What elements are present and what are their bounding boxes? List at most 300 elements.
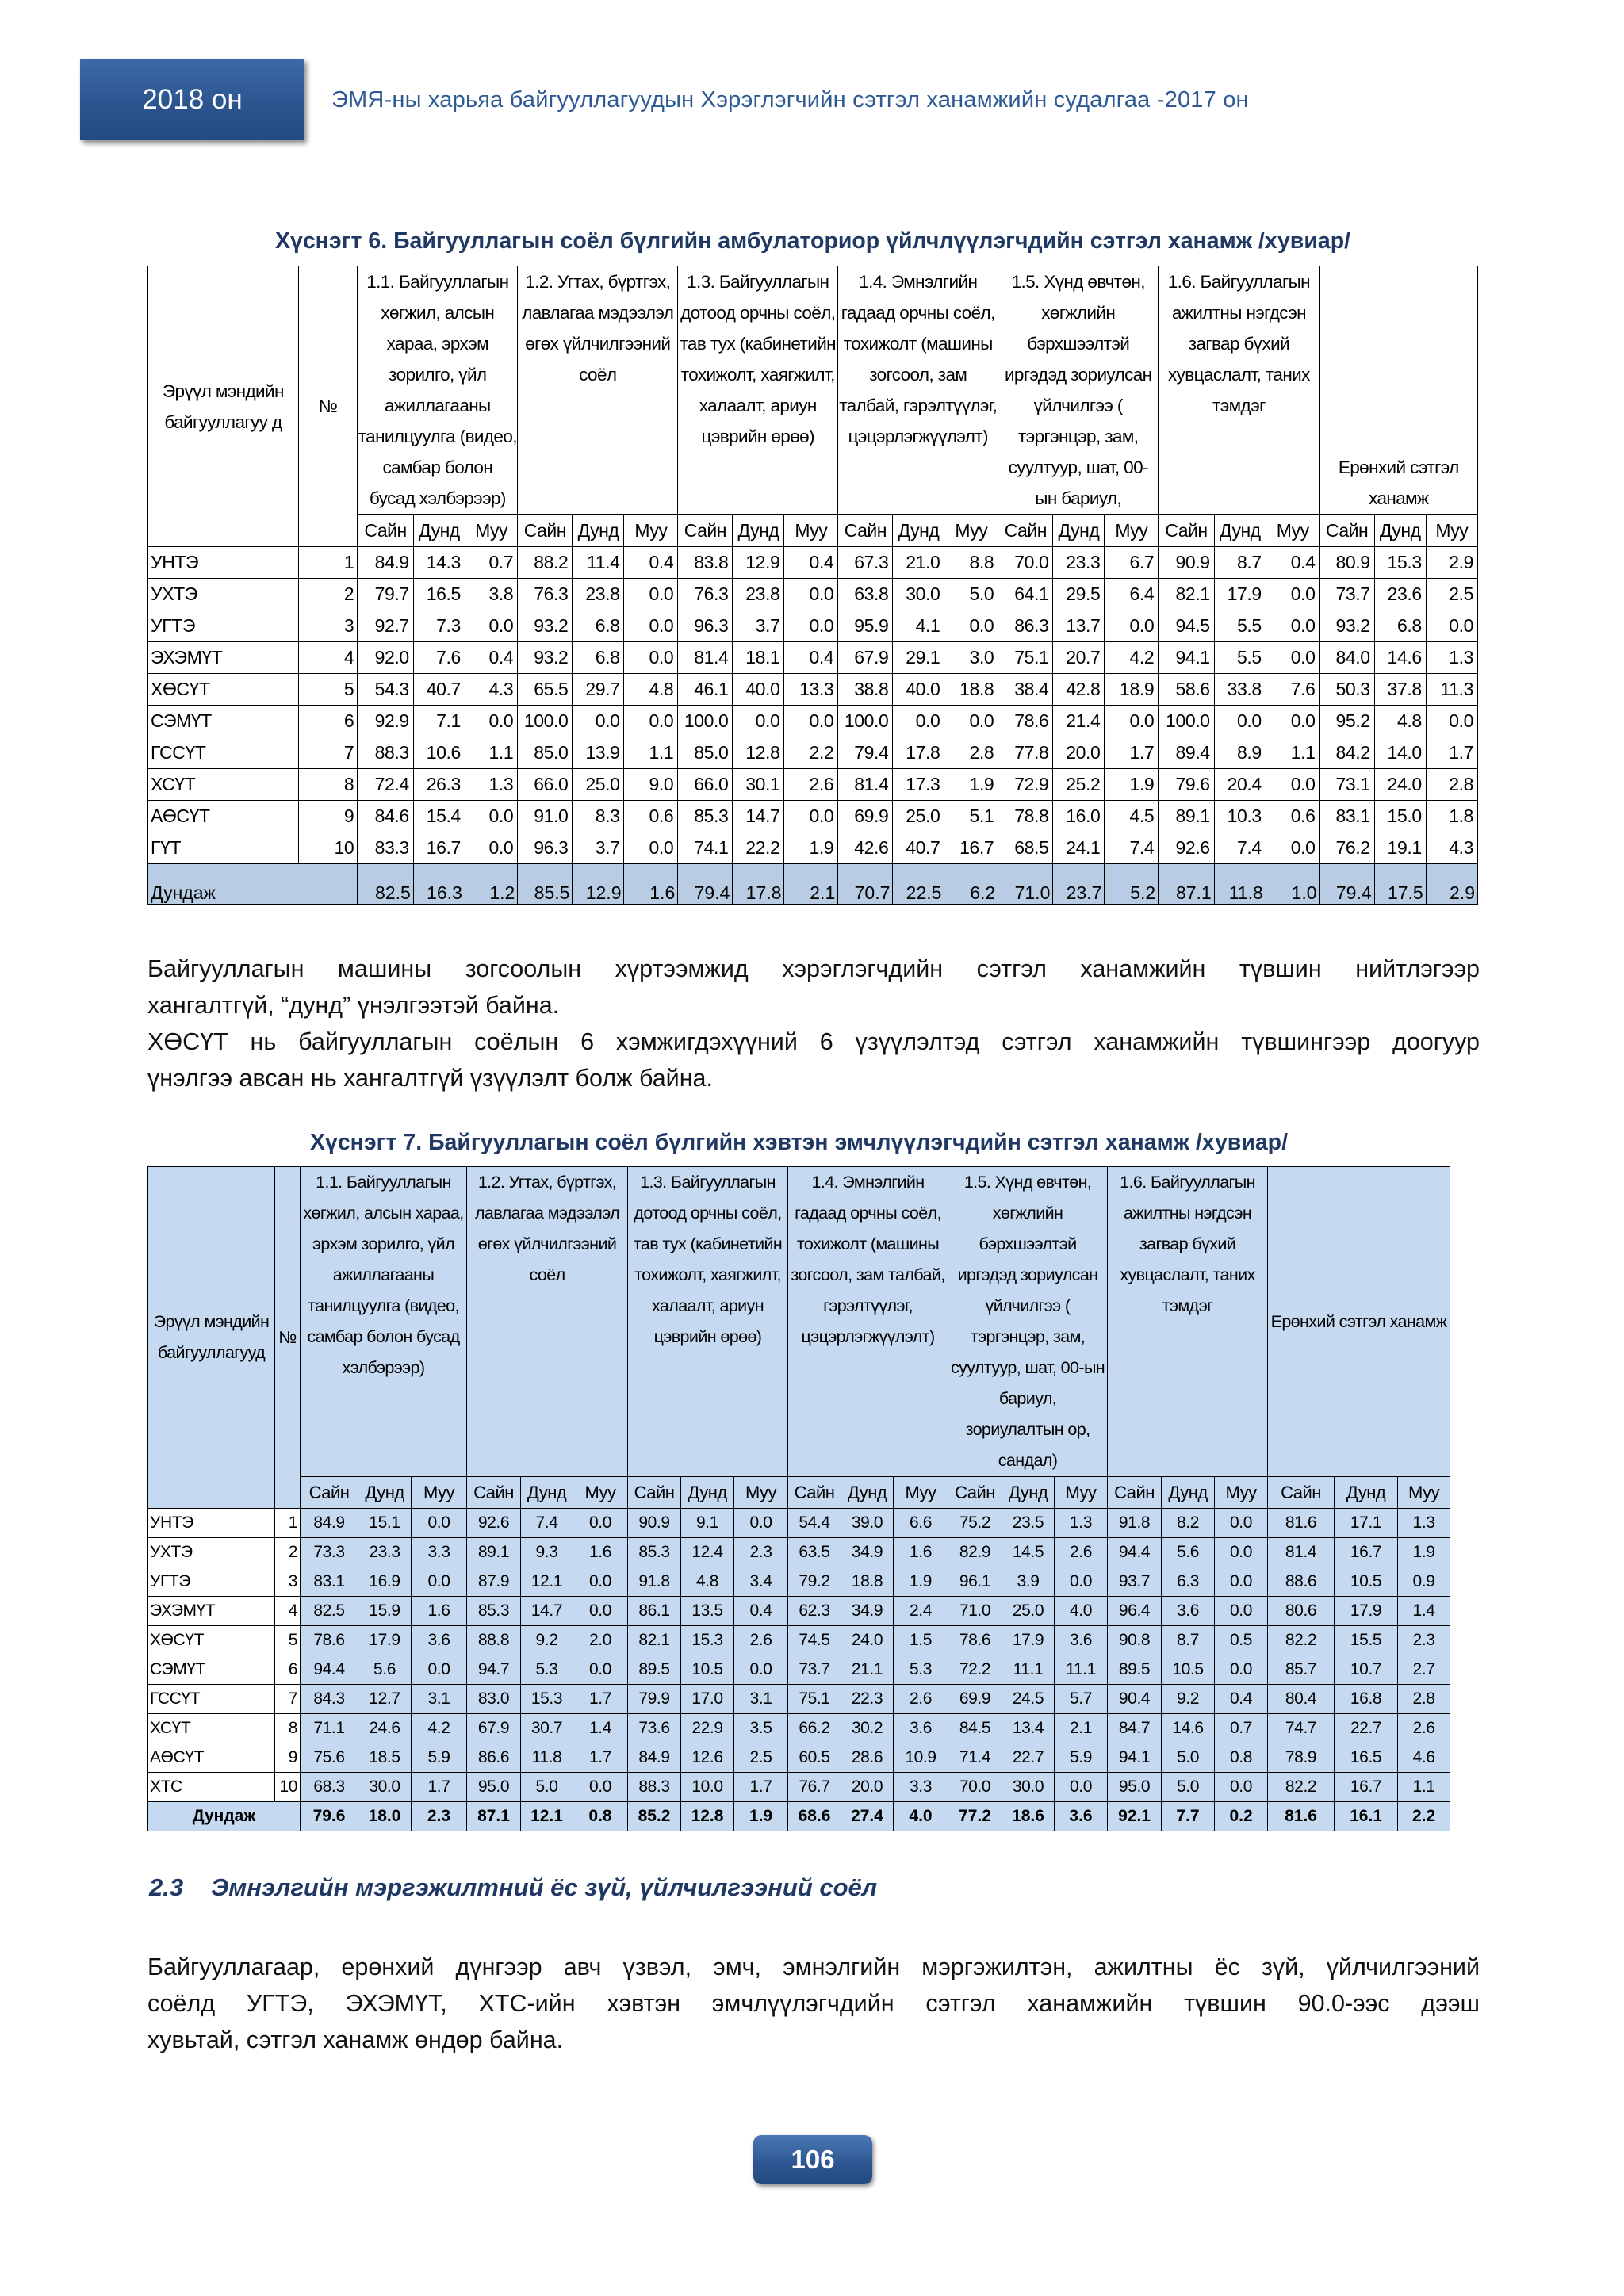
cell-value: 84.9 (358, 547, 413, 579)
cell-value: 93.7 (1108, 1567, 1162, 1597)
cell-value: 1.9 (944, 769, 998, 801)
cell-value: 17.8 (893, 737, 944, 769)
cell-value: 95.0 (1108, 1773, 1162, 1802)
paragraph-2 (147, 1949, 1480, 2058)
average-value: 1.6 (624, 864, 678, 905)
table-row (148, 1538, 1450, 1567)
org-name: УХТЭ (148, 1538, 275, 1567)
average-value: 22.5 (893, 864, 944, 905)
header-org: Эрүүл мэндийн байгууллагууд (148, 1167, 275, 1509)
table1 (147, 266, 1478, 905)
section-heading (149, 1873, 877, 1902)
table-row (148, 1509, 1450, 1538)
table2 (147, 1166, 1450, 1831)
average-row (148, 1802, 1450, 1831)
cell-value: 3.6 (1162, 1597, 1215, 1626)
cell-value: 30.0 (1002, 1773, 1055, 1802)
subheader-сайн: Сайн (1320, 515, 1374, 547)
cell-value: 1.9 (784, 832, 838, 864)
cell-value: 14.0 (1374, 737, 1426, 769)
row-number: 2 (275, 1538, 301, 1567)
cell-value: 5.3 (894, 1655, 948, 1685)
cell-value: 73.1 (1320, 769, 1374, 801)
average-value: 4.0 (894, 1802, 948, 1831)
average-value: 16.3 (413, 864, 465, 905)
cell-value: 78.9 (1268, 1743, 1335, 1773)
cell-value: 77.8 (998, 737, 1053, 769)
cell-value: 0.0 (734, 1655, 788, 1685)
average-value: 2.1 (784, 864, 838, 905)
cell-value: 9.3 (521, 1538, 573, 1567)
cell-value: 89.4 (1159, 737, 1214, 769)
cell-value: 76.2 (1320, 832, 1374, 864)
header-group-5: 1.5. Хүнд өвчтөн, хөгжлийн бэрхшээлтэй иргэдэд зориулсан үйлчилгээ ( тэргэнцэр, зам, суултуур, шат, 00-ын бариул, (998, 266, 1159, 515)
cell-value: 0.0 (784, 801, 838, 832)
cell-value: 0.0 (1426, 706, 1477, 737)
table-row (148, 832, 1478, 864)
cell-value: 11.3 (1426, 674, 1477, 706)
cell-value: 91.8 (1108, 1509, 1162, 1538)
cell-value: 2.8 (1426, 769, 1477, 801)
org-name: ГССҮТ (148, 1685, 275, 1714)
cell-value: 38.8 (838, 674, 893, 706)
cell-value: 26.3 (413, 769, 465, 801)
subheader-дунд: Дунд (1053, 515, 1105, 547)
cell-value: 74.7 (1268, 1714, 1335, 1743)
cell-value: 2.8 (1398, 1685, 1450, 1714)
cell-value: 92.0 (358, 642, 413, 674)
cell-value: 11.1 (1055, 1655, 1108, 1685)
section-number: 2.3 (149, 1873, 184, 1901)
average-value: 85.5 (518, 864, 573, 905)
average-value: 92.1 (1108, 1802, 1162, 1831)
cell-value: 94.1 (1108, 1743, 1162, 1773)
cell-value: 0.0 (412, 1509, 467, 1538)
subheader-муу: Муу (412, 1477, 467, 1509)
subheader-муу: Муу (624, 515, 678, 547)
cell-value: 82.5 (301, 1597, 358, 1626)
cell-value: 9.1 (681, 1509, 734, 1538)
cell-value: 84.9 (628, 1743, 681, 1773)
cell-value: 8.3 (573, 801, 624, 832)
org-name: УГТЭ (148, 610, 299, 642)
cell-value: 23.8 (733, 579, 784, 610)
cell-value: 17.3 (893, 769, 944, 801)
average-value: 79.4 (678, 864, 733, 905)
cell-value: 1.7 (573, 1743, 628, 1773)
cell-value: 10.0 (681, 1773, 734, 1802)
cell-value: 0.0 (1214, 706, 1266, 737)
cell-value: 16.7 (1335, 1538, 1398, 1567)
cell-value: 79.6 (1159, 769, 1214, 801)
cell-value: 71.0 (948, 1597, 1002, 1626)
cell-value: 93.2 (1320, 610, 1374, 642)
cell-value: 2.6 (894, 1685, 948, 1714)
cell-value: 3.8 (465, 579, 517, 610)
cell-value: 3.3 (412, 1538, 467, 1567)
average-value: 1.2 (465, 864, 517, 905)
cell-value: 0.6 (1266, 801, 1320, 832)
cell-value: 30.2 (841, 1714, 894, 1743)
cell-value: 78.6 (301, 1626, 358, 1655)
cell-value: 75.2 (948, 1509, 1002, 1538)
table-row (148, 1655, 1450, 1685)
average-value: 23.7 (1053, 864, 1105, 905)
cell-value: 84.0 (1320, 642, 1374, 674)
cell-value: 0.0 (573, 1597, 628, 1626)
cell-value: 29.5 (1053, 579, 1105, 610)
cell-value: 83.1 (301, 1567, 358, 1597)
cell-value: 92.6 (467, 1509, 521, 1538)
cell-value: 85.3 (678, 801, 733, 832)
cell-value: 81.6 (1268, 1509, 1335, 1538)
row-number: 1 (275, 1509, 301, 1538)
cell-value: 1.7 (1426, 737, 1477, 769)
cell-value: 2.4 (894, 1597, 948, 1626)
cell-value: 8.7 (1162, 1626, 1215, 1655)
cell-value: 19.1 (1374, 832, 1426, 864)
cell-value: 0.0 (1266, 610, 1320, 642)
cell-value: 15.3 (681, 1626, 734, 1655)
subheader-муу: Муу (1215, 1477, 1268, 1509)
subheader-сайн: Сайн (788, 1477, 841, 1509)
cell-value: 23.5 (1002, 1509, 1055, 1538)
cell-value: 30.0 (358, 1773, 412, 1802)
org-name: УГТЭ (148, 1567, 275, 1597)
cell-value: 6.6 (894, 1509, 948, 1538)
cell-value: 20.0 (1053, 737, 1105, 769)
cell-value: 2.1 (1055, 1714, 1108, 1743)
average-value: 0.2 (1215, 1802, 1268, 1831)
cell-value: 80.4 (1268, 1685, 1335, 1714)
cell-value: 85.0 (518, 737, 573, 769)
cell-value: 0.5 (1215, 1626, 1268, 1655)
cell-value: 3.0 (944, 642, 998, 674)
cell-value: 0.8 (1215, 1743, 1268, 1773)
cell-value: 70.0 (998, 547, 1053, 579)
table-row (148, 1743, 1450, 1773)
header-title: ЭМЯ-ны харьяа байгууллагуудын Хэрэглэгчийн сэтгэл ханамжийн судалгаа -2017 он (331, 87, 1249, 113)
cell-value: 24.1 (1053, 832, 1105, 864)
cell-value: 79.4 (838, 737, 893, 769)
paragraph-line: Байгууллагаар, ерөнхий дүнгээр авч үзвэл, эмч, эмнэлгийн мэргэжилтэн, ажилтны ёс зүй, үйлчилгээний (147, 1954, 1480, 1980)
cell-value: 3.9 (1002, 1567, 1055, 1597)
cell-value: 79.7 (358, 579, 413, 610)
cell-value: 0.0 (465, 610, 517, 642)
cell-value: 83.1 (1320, 801, 1374, 832)
cell-value: 54.4 (788, 1509, 841, 1538)
cell-value: 83.0 (467, 1685, 521, 1714)
cell-value: 4.2 (1105, 642, 1159, 674)
average-value: 11.8 (1214, 864, 1266, 905)
cell-value: 0.4 (1266, 547, 1320, 579)
cell-value: 1.3 (465, 769, 517, 801)
cell-value: 0.0 (624, 610, 678, 642)
table-row (148, 1714, 1450, 1743)
cell-value: 85.7 (1268, 1655, 1335, 1685)
paragraph-line: ХӨСҮТ нь байгууллагын соёлын 6 хэмжигдэхүүний 6 үзүүлэлтэд сэтгэл ханамжийн түвшингээр доогуур (147, 1028, 1480, 1055)
cell-value: 63.5 (788, 1538, 841, 1567)
cell-value: 6.8 (1374, 610, 1426, 642)
cell-value: 0.0 (1426, 610, 1477, 642)
subheader-дунд: Дунд (1002, 1477, 1055, 1509)
cell-value: 85.3 (467, 1597, 521, 1626)
cell-value: 73.3 (301, 1538, 358, 1567)
cell-value: 91.8 (628, 1567, 681, 1597)
cell-value: 0.0 (465, 801, 517, 832)
cell-value: 2.6 (1055, 1538, 1108, 1567)
subheader-муу: Муу (734, 1477, 788, 1509)
cell-value: 1.4 (573, 1714, 628, 1743)
header-org: Эрүүл мэндийн байгууллагуу д (148, 266, 299, 547)
cell-value: 13.4 (1002, 1714, 1055, 1743)
cell-value: 10.7 (1335, 1655, 1398, 1685)
cell-value: 5.3 (521, 1655, 573, 1685)
cell-value: 14.6 (1374, 642, 1426, 674)
cell-value: 0.0 (1266, 706, 1320, 737)
header-group-2: 1.2. Угтах, бүртгэх, лавлагаа мэдээлэл өгөх үйлчилгээний соёл (518, 266, 678, 515)
cell-value: 37.8 (1374, 674, 1426, 706)
cell-value: 82.2 (1268, 1626, 1335, 1655)
cell-value: 83.3 (358, 832, 413, 864)
cell-value: 87.9 (467, 1567, 521, 1597)
cell-value: 96.3 (678, 610, 733, 642)
cell-value: 23.3 (1053, 547, 1105, 579)
paragraph-1 (147, 951, 1480, 1096)
cell-value: 16.0 (1053, 801, 1105, 832)
cell-value: 6.3 (1162, 1567, 1215, 1597)
cell-value: 9.0 (624, 769, 678, 801)
cell-value: 96.1 (948, 1567, 1002, 1597)
org-name: ХӨСҮТ (148, 674, 299, 706)
table-row (148, 642, 1478, 674)
cell-value: 2.0 (573, 1626, 628, 1655)
cell-value: 1.6 (894, 1538, 948, 1567)
cell-value: 6.4 (1105, 579, 1159, 610)
cell-value: 64.1 (998, 579, 1053, 610)
subheader-дунд: Дунд (681, 1477, 734, 1509)
org-name: ХСҮТ (148, 769, 299, 801)
cell-value: 21.1 (841, 1655, 894, 1685)
cell-value: 7.4 (1214, 832, 1266, 864)
average-value: 18.6 (1002, 1802, 1055, 1831)
cell-value: 71.1 (301, 1714, 358, 1743)
org-name: СЭМҮТ (148, 1655, 275, 1685)
table-row (148, 1626, 1450, 1655)
cell-value: 18.8 (944, 674, 998, 706)
cell-value: 21.0 (893, 547, 944, 579)
cell-value: 3.1 (412, 1685, 467, 1714)
table-row (148, 1773, 1450, 1802)
cell-value: 95.0 (467, 1773, 521, 1802)
cell-value: 54.3 (358, 674, 413, 706)
cell-value: 0.0 (1215, 1655, 1268, 1685)
subheader-дунд: Дунд (521, 1477, 573, 1509)
cell-value: 17.9 (1214, 579, 1266, 610)
cell-value: 0.0 (1266, 579, 1320, 610)
cell-value: 1.3 (1426, 642, 1477, 674)
cell-value: 5.5 (1214, 642, 1266, 674)
cell-value: 4.8 (624, 674, 678, 706)
cell-value: 15.3 (521, 1685, 573, 1714)
cell-value: 23.8 (573, 579, 624, 610)
cell-value: 5.0 (1162, 1773, 1215, 1802)
cell-value: 23.6 (1374, 579, 1426, 610)
subheader-сайн: Сайн (467, 1477, 521, 1509)
cell-value: 85.0 (678, 737, 733, 769)
cell-value: 24.0 (1374, 769, 1426, 801)
cell-value: 11.8 (521, 1743, 573, 1773)
header-group-2: 1.2. Угтах, бүртгэх, лавлагаа мэдээлэл өгөх үйлчилгээний соёл (467, 1167, 628, 1477)
cell-value: 3.3 (894, 1773, 948, 1802)
cell-value: 39.0 (841, 1509, 894, 1538)
cell-value: 13.5 (681, 1597, 734, 1626)
cell-value: 74.1 (678, 832, 733, 864)
cell-value: 12.6 (681, 1743, 734, 1773)
subheader-сайн: Сайн (1268, 1477, 1335, 1509)
cell-value: 0.0 (784, 610, 838, 642)
cell-value: 88.6 (1268, 1567, 1335, 1597)
cell-value: 2.6 (734, 1626, 788, 1655)
section-title: Эмнэлгийн мэргэжилтний ёс зүй, үйлчилгээний соёл (211, 1873, 878, 1901)
cell-value: 94.1 (1159, 642, 1214, 674)
cell-value: 14.6 (1162, 1714, 1215, 1743)
cell-value: 10.9 (894, 1743, 948, 1773)
cell-value: 0.6 (624, 801, 678, 832)
cell-value: 5.9 (412, 1743, 467, 1773)
cell-value: 84.2 (1320, 737, 1374, 769)
cell-value: 2.3 (734, 1538, 788, 1567)
cell-value: 0.0 (624, 706, 678, 737)
cell-value: 14.7 (733, 801, 784, 832)
cell-value: 17.9 (358, 1626, 412, 1655)
average-value: 7.7 (1162, 1802, 1215, 1831)
cell-value: 28.6 (841, 1743, 894, 1773)
cell-value: 0.0 (1215, 1773, 1268, 1802)
org-name: ГССҮТ (148, 737, 299, 769)
org-name: УНТЭ (148, 547, 299, 579)
cell-value: 0.0 (1215, 1597, 1268, 1626)
cell-value: 3.4 (734, 1567, 788, 1597)
table-row (148, 706, 1478, 737)
cell-value: 1.3 (1055, 1509, 1108, 1538)
cell-value: 1.6 (573, 1538, 628, 1567)
cell-value: 79.9 (628, 1685, 681, 1714)
cell-value: 2.5 (1426, 579, 1477, 610)
cell-value: 2.3 (1398, 1626, 1450, 1655)
cell-value: 14.3 (413, 547, 465, 579)
subheader-муу: Муу (1426, 515, 1477, 547)
average-value: 5.2 (1105, 864, 1159, 905)
subheader-сайн: Сайн (948, 1477, 1002, 1509)
cell-value: 20.7 (1053, 642, 1105, 674)
org-name: ХСҮТ (148, 1714, 275, 1743)
org-name: АӨСҮТ (148, 1743, 275, 1773)
row-number: 1 (298, 547, 358, 579)
cell-value: 2.6 (784, 769, 838, 801)
cell-value: 90.9 (1159, 547, 1214, 579)
average-value: 16.1 (1335, 1802, 1398, 1831)
cell-value: 18.9 (1105, 674, 1159, 706)
cell-value: 13.9 (573, 737, 624, 769)
cell-value: 74.5 (788, 1626, 841, 1655)
subheader-сайн: Сайн (358, 515, 413, 547)
cell-value: 24.5 (1002, 1685, 1055, 1714)
subheader-дунд: Дунд (733, 515, 784, 547)
cell-value: 18.1 (733, 642, 784, 674)
cell-value: 100.0 (518, 706, 573, 737)
row-number: 8 (275, 1714, 301, 1743)
cell-value: 38.4 (998, 674, 1053, 706)
cell-value: 0.4 (624, 547, 678, 579)
cell-value: 17.0 (681, 1685, 734, 1714)
cell-value: 60.5 (788, 1743, 841, 1773)
average-row (148, 864, 1478, 905)
cell-value: 81.4 (838, 769, 893, 801)
cell-value: 2.2 (784, 737, 838, 769)
average-value: 6.2 (944, 864, 998, 905)
subheader-дунд: Дунд (358, 1477, 412, 1509)
cell-value: 0.0 (944, 706, 998, 737)
cell-value: 71.4 (948, 1743, 1002, 1773)
average-value: 0.8 (573, 1802, 628, 1831)
cell-value: 73.7 (788, 1655, 841, 1685)
table-row (148, 1685, 1450, 1714)
cell-value: 0.0 (784, 579, 838, 610)
cell-value: 14.7 (521, 1597, 573, 1626)
cell-value: 17.9 (1335, 1597, 1398, 1626)
cell-value: 90.8 (1108, 1626, 1162, 1655)
cell-value: 1.7 (412, 1773, 467, 1802)
cell-value: 10.5 (1162, 1655, 1215, 1685)
cell-value: 82.9 (948, 1538, 1002, 1567)
cell-value: 7.6 (1266, 674, 1320, 706)
cell-value: 88.2 (518, 547, 573, 579)
cell-value: 1.9 (1398, 1538, 1450, 1567)
cell-value: 7.6 (413, 642, 465, 674)
cell-value: 30.1 (733, 769, 784, 801)
cell-value: 88.3 (628, 1773, 681, 1802)
cell-value: 0.0 (1105, 706, 1159, 737)
cell-value: 22.7 (1335, 1714, 1398, 1743)
cell-value: 42.6 (838, 832, 893, 864)
row-number: 6 (275, 1655, 301, 1685)
paragraph-line: соёлд УГТЭ, ЭХЭМҮТ, ХТС-ийн хэвтэн эмчлүүлэгчдийн сэтгэл ханамжийн түвшин 90.0-ээс дээш (147, 1990, 1480, 2017)
cell-value: 0.4 (734, 1597, 788, 1626)
average-value: 81.6 (1268, 1802, 1335, 1831)
cell-value: 66.0 (518, 769, 573, 801)
cell-value: 0.0 (573, 1567, 628, 1597)
cell-value: 84.3 (301, 1685, 358, 1714)
cell-value: 15.4 (413, 801, 465, 832)
cell-value: 25.0 (573, 769, 624, 801)
cell-value: 12.4 (681, 1538, 734, 1567)
cell-value: 0.0 (624, 832, 678, 864)
subheader-дунд: Дунд (893, 515, 944, 547)
table2-caption: Хүснэгт 7. Байгууллагын соёл бүлгийн хэвтэн эмчлүүлэгчдийн сэтгэл ханамж /хувиар/ (309, 1130, 1289, 1155)
row-number: 7 (298, 737, 358, 769)
cell-value: 16.9 (358, 1567, 412, 1597)
cell-value: 100.0 (1159, 706, 1214, 737)
cell-value: 95.9 (838, 610, 893, 642)
cell-value: 0.0 (1215, 1509, 1268, 1538)
cell-value: 46.1 (678, 674, 733, 706)
cell-value: 13.3 (784, 674, 838, 706)
average-value: 3.6 (1055, 1802, 1108, 1831)
cell-value: 4.3 (465, 674, 517, 706)
cell-value: 4.3 (1426, 832, 1477, 864)
cell-value: 2.6 (1398, 1714, 1450, 1743)
